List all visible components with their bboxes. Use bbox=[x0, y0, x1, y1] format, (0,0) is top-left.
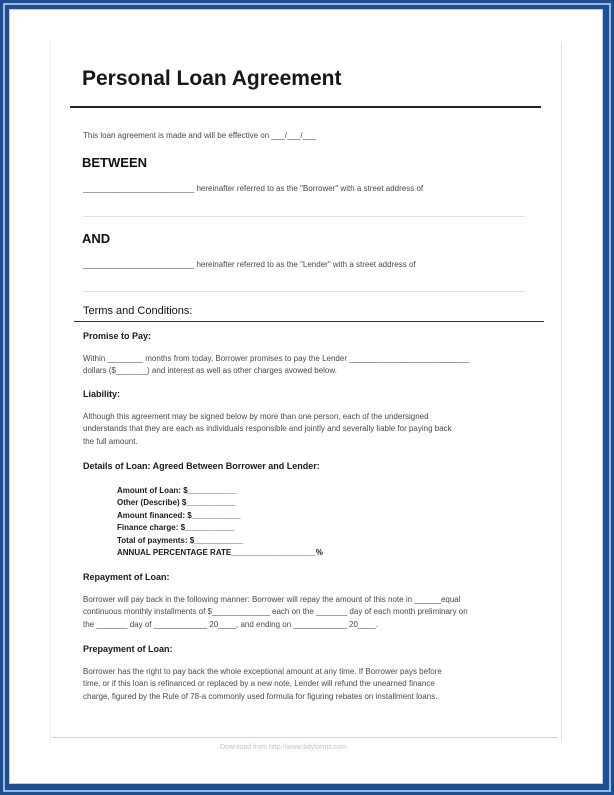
terms-rule bbox=[74, 321, 544, 322]
amount-of-loan-field: Amount of Loan: $___________ bbox=[117, 486, 237, 495]
and-heading: AND bbox=[82, 231, 111, 246]
liability-paragraph bbox=[83, 411, 533, 448]
prepayment-line-1: Borrower has the right to pay back the whole exceptional amount at any time. If Borrower pays before bbox=[83, 667, 442, 676]
promise-heading: Promise to Pay: bbox=[83, 331, 152, 341]
lender-address-line bbox=[83, 291, 525, 292]
total-payments-field: Total of payments: $___________ bbox=[117, 536, 244, 545]
terms-heading: Terms and Conditions: bbox=[83, 305, 193, 317]
borrower-address-line bbox=[83, 216, 525, 217]
details-heading: Details of Loan: Agreed Between Borrower and Lender: bbox=[83, 461, 320, 471]
prepayment-line-2: time, or if this loan is refinanced or replaced by a new note, Lender will refund the unearned finance bbox=[83, 679, 435, 689]
repayment-heading: Repayment of Loan: bbox=[83, 572, 170, 582]
repayment-line-1: Borrower will pay back in the following manner: Borrower will repay the amount of this note in ______equal bbox=[83, 595, 461, 604]
prepayment-heading: Prepayment of Loan: bbox=[83, 644, 173, 654]
watermark-text: Download from http://www.tidyforms.com bbox=[220, 744, 347, 751]
between-heading: BETWEEN bbox=[82, 155, 147, 170]
apr-field: ANNUAL PERCENTAGE RATE___________________% bbox=[117, 548, 323, 557]
promise-line-2: dollars ($_______) and interest as well as other charges avowed below. bbox=[83, 366, 337, 376]
title-rule bbox=[70, 106, 541, 108]
prepayment-line-3: charge, figured by the Rule of 78-a commonly used formula for figuring rebates on installment loans. bbox=[83, 691, 438, 701]
liability-line-1: Although this agreement may be signed below by more than one person, each of the undersigned bbox=[83, 412, 429, 421]
promise-line-1: Within ________ months from today, Borrower promises to pay the Lender ___________________________ bbox=[83, 354, 470, 363]
intro-text: This loan agreement is made and will be effective on ___/___/___ bbox=[83, 131, 316, 140]
sheet-edge bbox=[50, 42, 562, 742]
liability-line-3: the full amount. bbox=[83, 436, 138, 446]
lender-line: _________________________ hereinafter referred to as the "Lender" with a street address of bbox=[83, 260, 416, 269]
amount-financed-field: Amount financed: $___________ bbox=[117, 511, 241, 520]
liability-heading: Liability: bbox=[83, 389, 121, 399]
liability-line-2: understands that they are each as individuals responsible and jointly and severally liable for paying back bbox=[83, 424, 452, 434]
prepayment-paragraph bbox=[83, 666, 533, 703]
borrower-line: _________________________ hereinafter referred to as the "Borrower" with a street address of bbox=[83, 184, 424, 193]
sheet-bottom-edge bbox=[52, 737, 558, 738]
other-describe-field: Other (Describe) $___________ bbox=[117, 498, 236, 507]
repayment-paragraph bbox=[83, 594, 533, 631]
repayment-line-2: continuous monthly installments of $_____________ each on the _______ day of each month preliminary on bbox=[83, 607, 468, 617]
document-title: Personal Loan Agreement bbox=[82, 67, 342, 90]
repayment-line-3: the _______ day of ____________ 20____, and ending on ____________ 20____. bbox=[83, 619, 378, 629]
finance-charge-field: Finance charge: $___________ bbox=[117, 523, 234, 532]
promise-paragraph bbox=[83, 353, 533, 378]
